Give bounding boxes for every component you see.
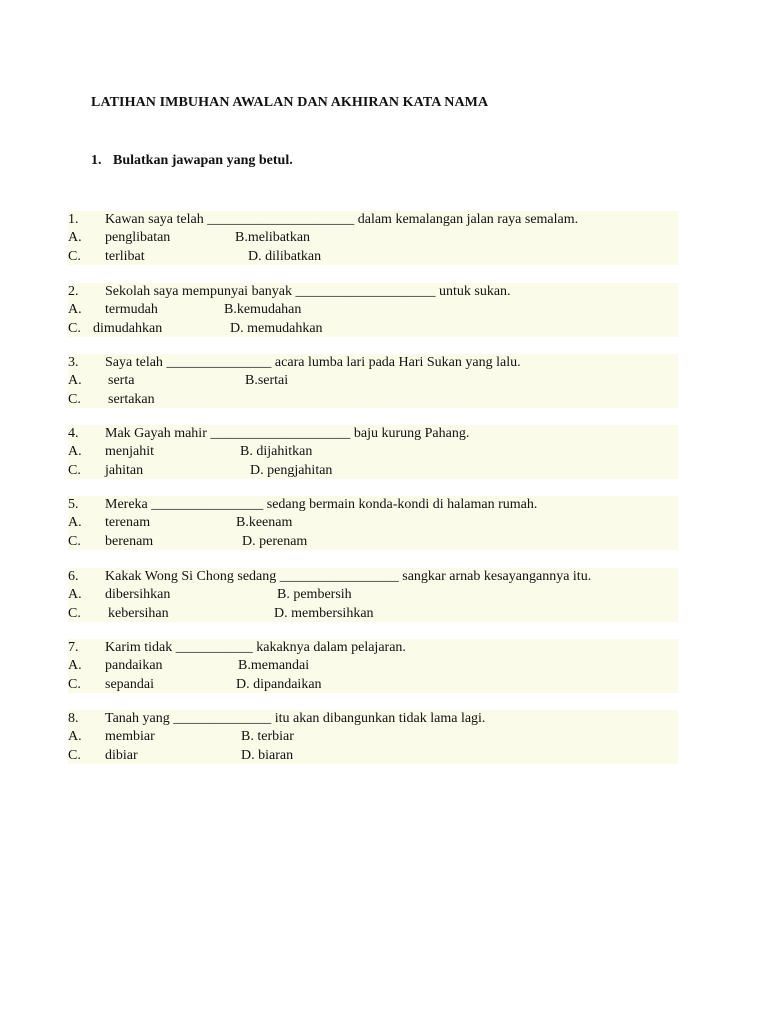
- option-d[interactable]: D. biaran: [241, 748, 294, 763]
- option-b[interactable]: B. terbiar: [241, 729, 294, 744]
- page-title: LATIHAN IMBUHAN AWALAN DAN AKHIRAN KATA NAMA: [91, 95, 489, 110]
- question-text: Saya telah _______________ acara lumba lari pada Hari Sukan yang lalu.: [105, 355, 521, 370]
- question-text: Mereka ________________ sedang bermain konda-kondi di halaman rumah.: [105, 497, 538, 512]
- option-c-letter: C.: [68, 392, 81, 407]
- option-b[interactable]: B.keenam: [236, 515, 293, 530]
- option-c-letter: C.: [68, 249, 81, 264]
- question-number: 3.: [68, 355, 79, 370]
- question-number: 2.: [68, 284, 79, 299]
- question-7: [68, 639, 678, 693]
- question-text: Kakak Wong Si Chong sedang _________________ sangkar arnab kesayangannya itu.: [105, 569, 592, 584]
- option-a[interactable]: terenam: [105, 515, 151, 530]
- option-d[interactable]: D. dipandaikan: [236, 677, 322, 692]
- option-c[interactable]: sepandai: [105, 677, 154, 692]
- option-c-letter: C.: [68, 606, 81, 621]
- question-3: [68, 354, 678, 408]
- instruction-number: 1.: [91, 153, 102, 168]
- instruction: [91, 153, 293, 169]
- option-c[interactable]: berenam: [105, 534, 154, 549]
- option-c[interactable]: jahitan: [105, 463, 144, 478]
- option-a[interactable]: pandaikan: [105, 658, 163, 673]
- option-d[interactable]: D. dilibatkan: [248, 249, 322, 264]
- option-d[interactable]: D. membersihkan: [274, 606, 374, 621]
- option-c-letter: C.: [68, 534, 81, 549]
- question-6: [68, 568, 678, 622]
- question-1: [68, 211, 678, 265]
- option-c[interactable]: kebersihan: [108, 606, 169, 621]
- option-a-letter: A.: [68, 658, 82, 673]
- question-5: [68, 496, 678, 550]
- option-a-letter: A.: [68, 302, 82, 317]
- option-a[interactable]: penglibatan: [105, 230, 171, 245]
- option-b[interactable]: B.sertai: [245, 373, 289, 388]
- question-number: 8.: [68, 711, 79, 726]
- question-2: [68, 283, 678, 337]
- option-b[interactable]: B.kemudahan: [224, 302, 302, 317]
- question-4: [68, 425, 678, 479]
- question-text: Mak Gayah mahir ____________________ baju kurung Pahang.: [105, 426, 470, 441]
- question-number: 1.: [68, 212, 79, 227]
- option-d[interactable]: D. memudahkan: [230, 321, 323, 336]
- question-number: 7.: [68, 640, 79, 655]
- option-a[interactable]: serta: [108, 373, 135, 388]
- option-a[interactable]: menjahit: [105, 444, 154, 459]
- question-text: Sekolah saya mempunyai banyak ____________________ untuk sukan.: [105, 284, 511, 299]
- option-a-letter: A.: [68, 373, 82, 388]
- option-a-letter: A.: [68, 587, 82, 602]
- instruction-text: Bulatkan jawapan yang betul.: [113, 153, 293, 168]
- option-c-letter: C.: [68, 677, 81, 692]
- option-a[interactable]: termudah: [105, 302, 158, 317]
- option-d[interactable]: D. pengjahitan: [250, 463, 333, 478]
- option-b[interactable]: B. dijahitkan: [240, 444, 313, 459]
- question-text: Kawan saya telah _____________________ dalam kemalangan jalan raya semalam.: [105, 212, 579, 227]
- question-number: 6.: [68, 569, 79, 584]
- option-c-letter: C.: [68, 463, 81, 478]
- option-c[interactable]: terlibat: [105, 249, 145, 264]
- option-a-letter: A.: [68, 444, 82, 459]
- option-a-letter: A.: [68, 729, 82, 744]
- option-a[interactable]: dibersihkan: [105, 587, 171, 602]
- option-b[interactable]: B. pembersih: [277, 587, 352, 602]
- option-a-letter: A.: [68, 230, 82, 245]
- option-d[interactable]: D. perenam: [242, 534, 308, 549]
- option-c[interactable]: dibiar: [105, 748, 138, 763]
- option-c-letter: C.: [68, 748, 81, 763]
- question-text: Karim tidak ___________ kakaknya dalam pelajaran.: [105, 640, 406, 655]
- question-number: 5.: [68, 497, 79, 512]
- option-c[interactable]: dimudahkan: [93, 321, 163, 336]
- option-b[interactable]: B.melibatkan: [235, 230, 311, 245]
- question-text: Tanah yang ______________ itu akan dibangunkan tidak lama lagi.: [105, 711, 486, 726]
- option-a-letter: A.: [68, 515, 82, 530]
- option-b[interactable]: B.memandai: [238, 658, 310, 673]
- option-c[interactable]: sertakan: [108, 392, 155, 407]
- option-a[interactable]: membiar: [105, 729, 155, 744]
- question-number: 4.: [68, 426, 79, 441]
- question-8: [68, 710, 678, 764]
- option-c-letter: C.: [68, 321, 81, 336]
